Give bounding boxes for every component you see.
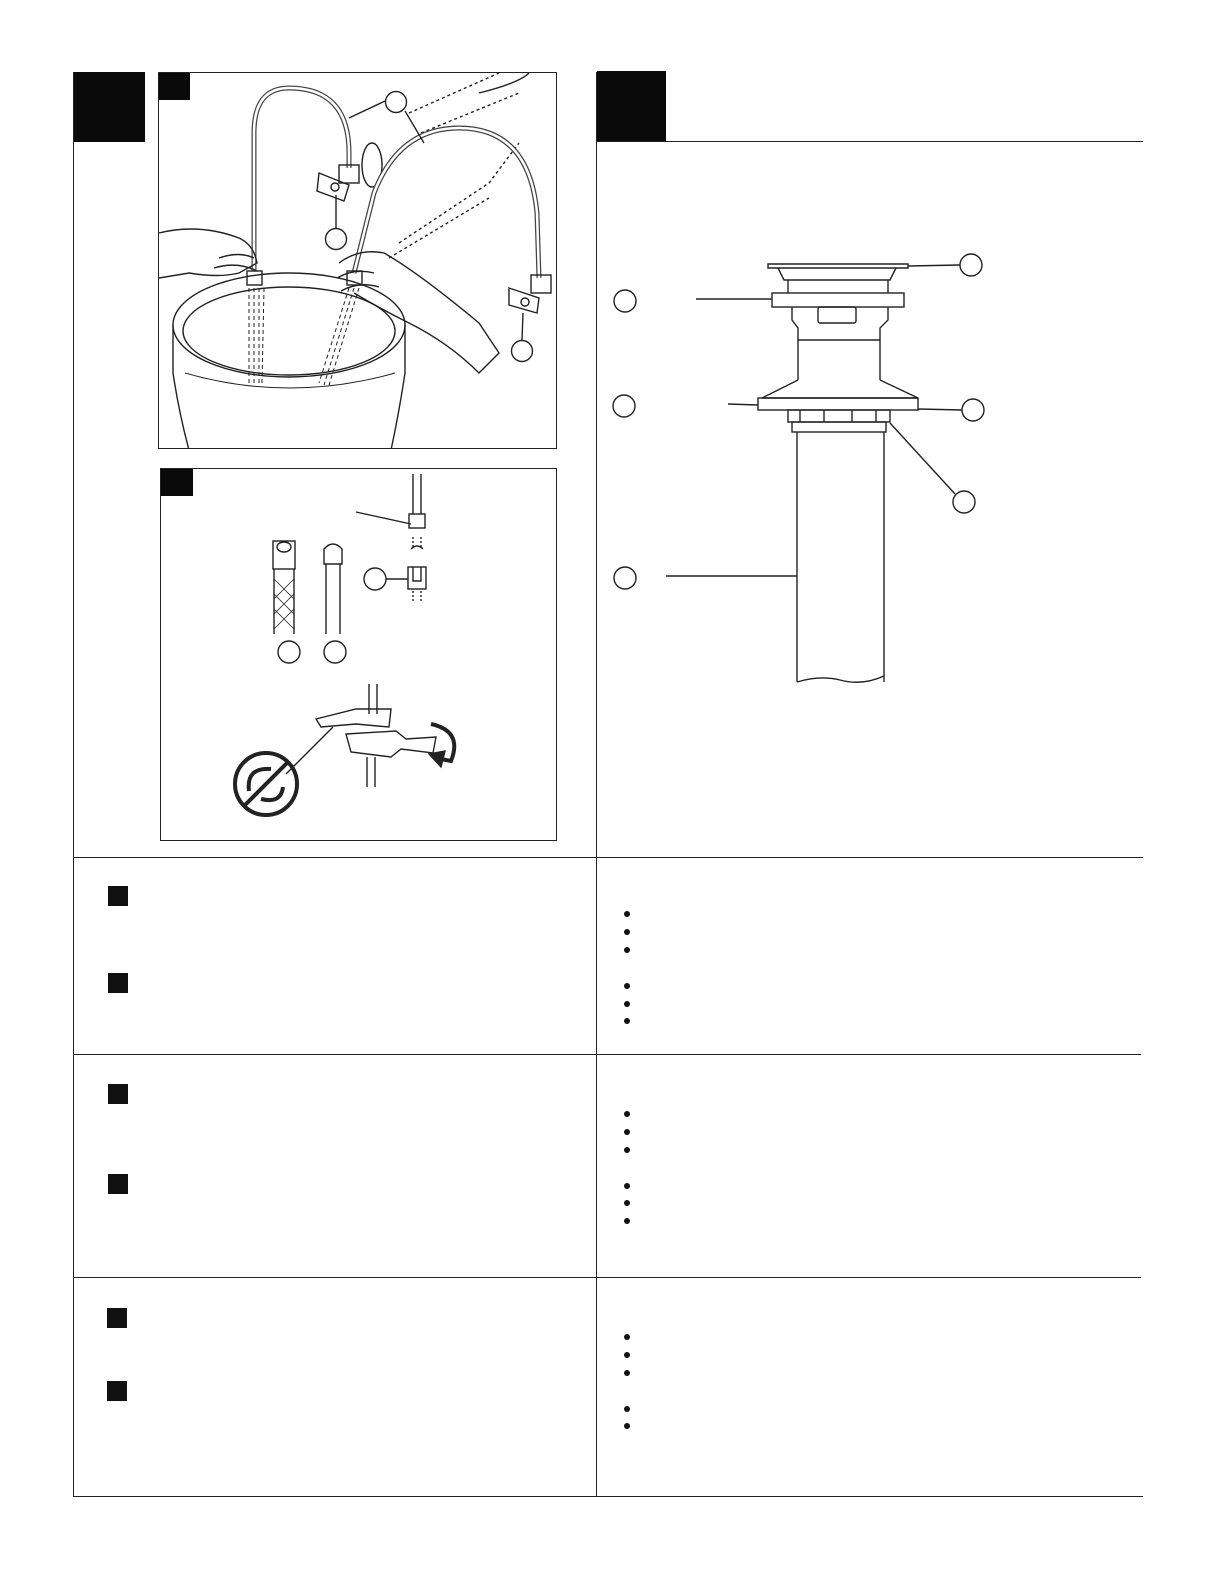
section-2-marker-2: [108, 1174, 128, 1194]
section-1-bullet-4: [624, 983, 630, 989]
section-1-bullet-2: [624, 929, 630, 935]
connector-detail-panel: [160, 468, 557, 841]
top-right-rule: [596, 141, 1143, 142]
section-1-bullet-1: [624, 911, 630, 917]
column-divider-line: [596, 72, 597, 1497]
drain-assembly-illustration: [600, 250, 1020, 690]
section-3-bullet-2: [624, 1352, 630, 1358]
section-2-bullet-5: [624, 1200, 630, 1206]
section-3-marker-2: [107, 1381, 127, 1401]
section-2-bullet-2: [624, 1129, 630, 1135]
left-step-block: [74, 72, 145, 142]
supply-line-flush-illustration: [159, 73, 557, 449]
left-border-line: [73, 72, 74, 1497]
section-1-marker-2: [108, 973, 128, 993]
section-1-bullet-5: [624, 1001, 630, 1007]
section-2-marker-1: [108, 1084, 128, 1104]
section-2-bullet-4: [624, 1183, 630, 1189]
section-1-bullet-6: [624, 1018, 630, 1024]
section-1-divider: [73, 857, 1143, 858]
bottom-border-line: [73, 1496, 1143, 1497]
connector-detail-illustration: [161, 469, 557, 841]
section-3-bullet-3: [624, 1370, 630, 1376]
section-3-bullet-4: [624, 1406, 630, 1412]
section-3-bullet-1: [624, 1334, 630, 1340]
section-3-bullet-5: [624, 1423, 630, 1429]
section-3-marker-1: [107, 1308, 127, 1328]
right-step-block: [597, 71, 666, 141]
supply-line-flush-panel: [158, 72, 557, 449]
section-3-divider: [73, 1277, 1141, 1278]
section-2-bullet-1: [624, 1111, 630, 1117]
section-2-bullet-6: [624, 1218, 630, 1224]
section-2-divider: [73, 1054, 1141, 1055]
section-1-bullet-3: [624, 947, 630, 953]
section-1-marker-1: [108, 886, 128, 906]
section-2-bullet-3: [624, 1147, 630, 1153]
